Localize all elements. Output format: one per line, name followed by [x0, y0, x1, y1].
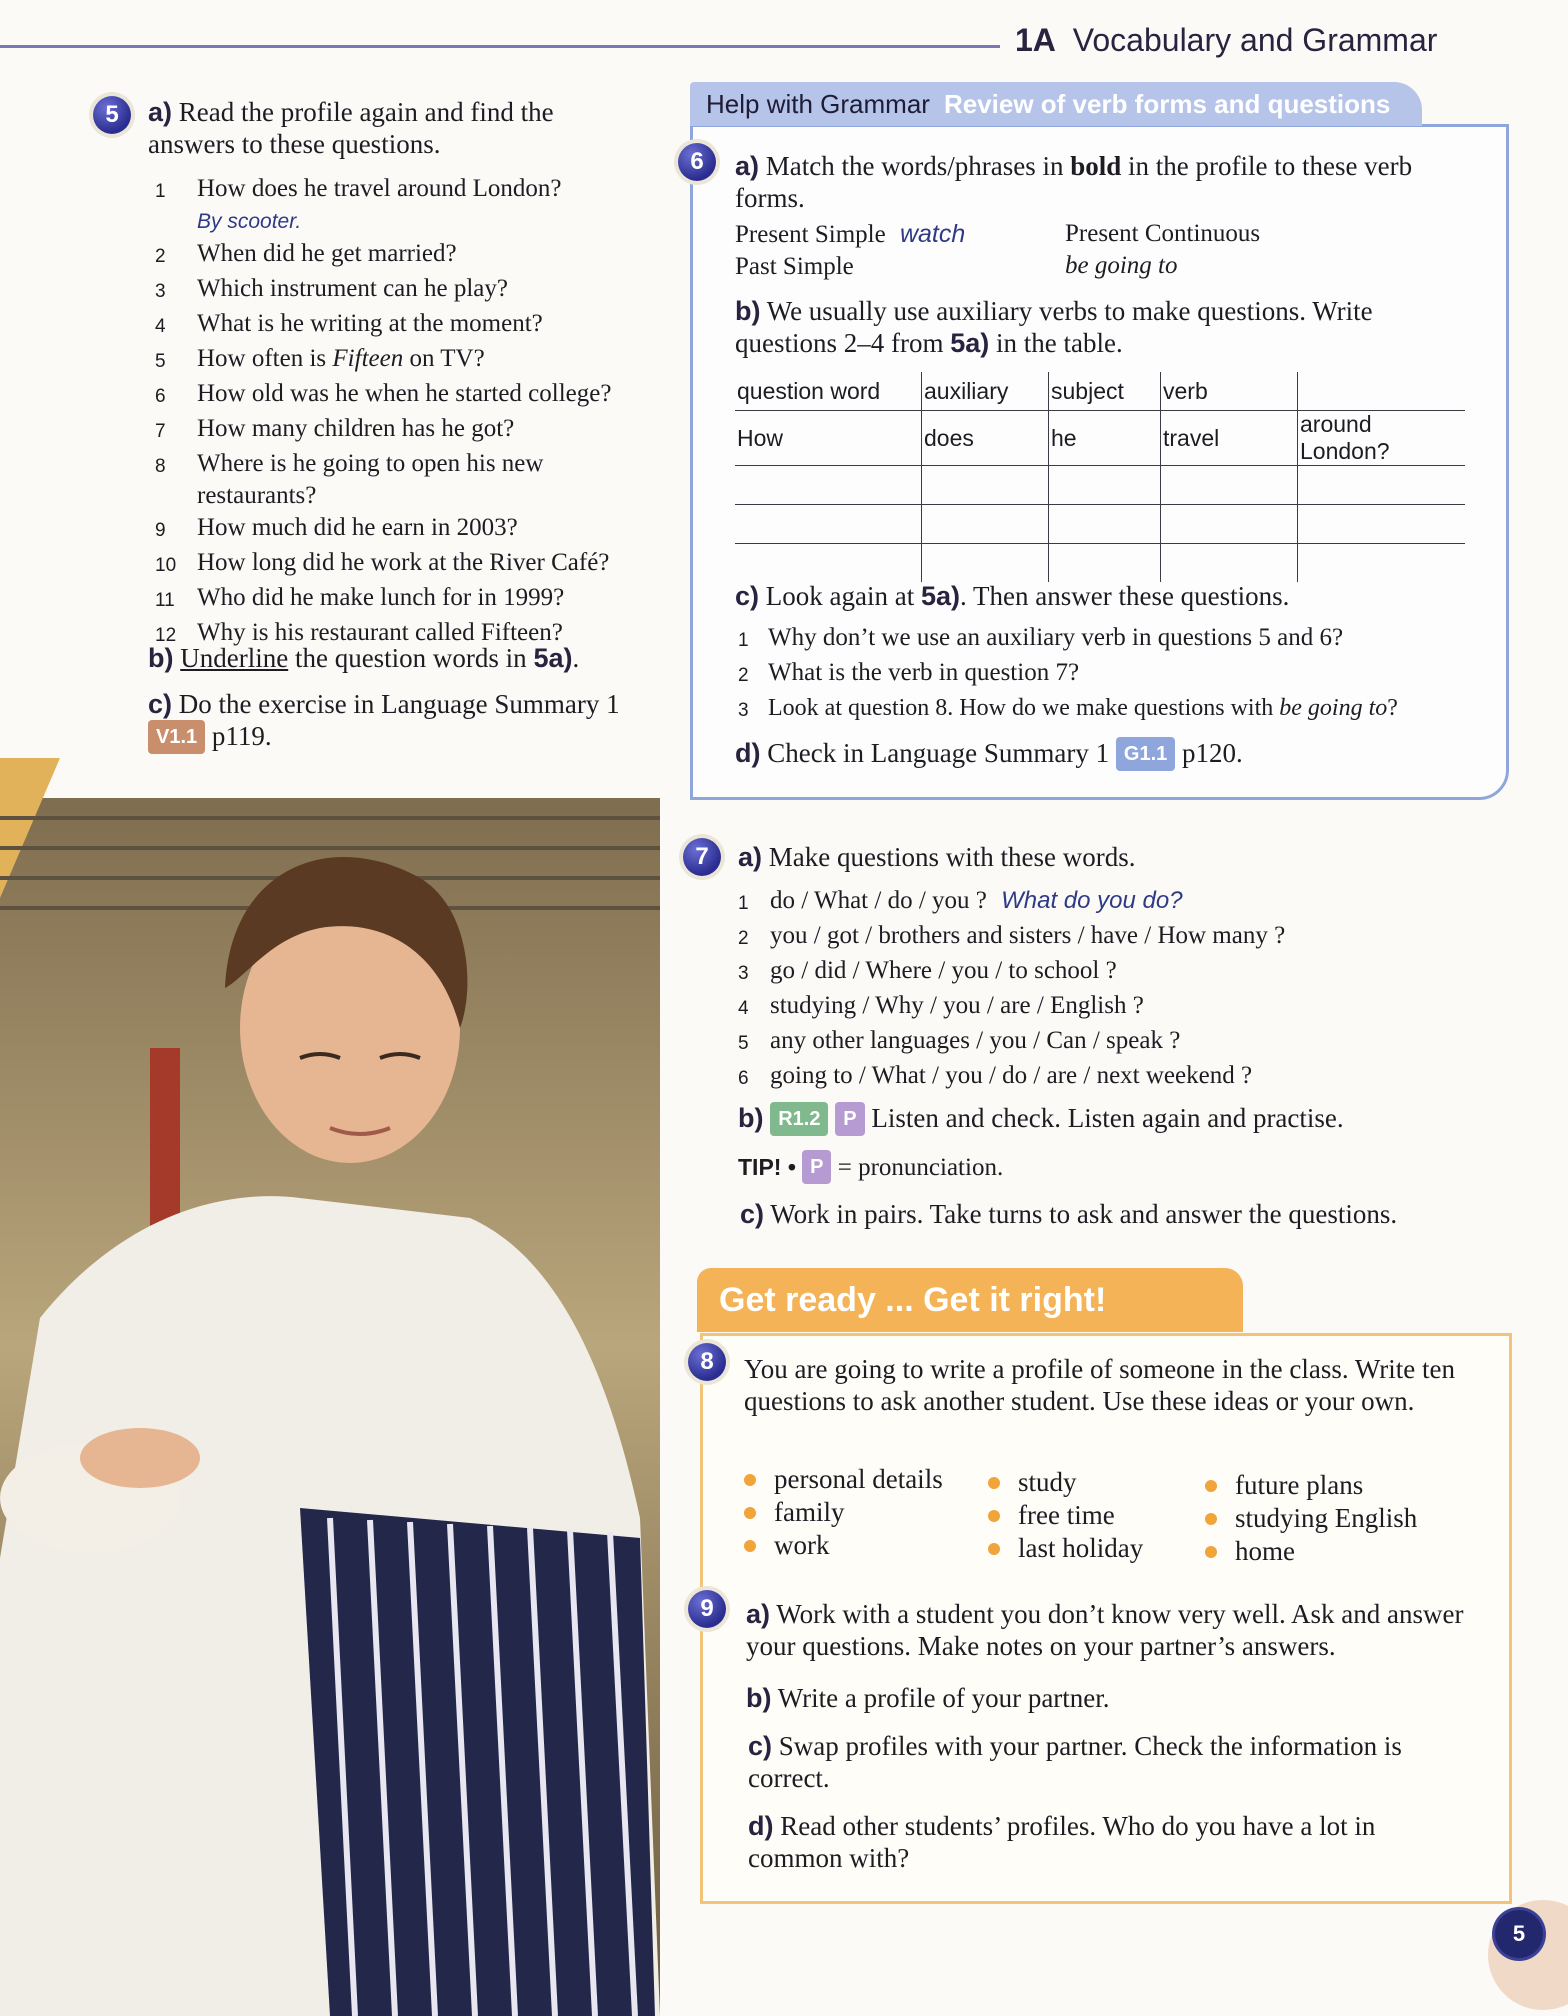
badge-v1-1[interactable]: V1.1: [148, 720, 205, 754]
list-item: 3 Which instrument can he play?: [155, 275, 508, 302]
exercise-6b: b) We usually use auxiliary verbs to make questions. Write questions 2–4 from 5a) in the table.: [735, 296, 1373, 358]
ideas-col-3: [1205, 1469, 1417, 1568]
exercise-9a: a) Work with a student you don’t know very well. Ask and answer your questions. Make notes on your partner’s answers.: [746, 1599, 1464, 1661]
get-ready-title: Get ready ... Get it right!: [697, 1268, 1243, 1332]
page-number: 5: [1495, 1910, 1543, 1958]
table-row: [735, 466, 1465, 505]
badge-g1-1[interactable]: G1.1: [1116, 737, 1175, 771]
exercise-9c: c) Swap profiles with your partner. Check the information is correct.: [748, 1731, 1402, 1793]
exercise-8: You are going to write a profile of someone in the class. Write ten questions to ask another student. Use these ideas or your own.: [744, 1354, 1456, 1416]
exercise-9-number: 9: [688, 1590, 726, 1628]
questions-5a: [155, 173, 675, 652]
exercise-7c: c) Work in pairs. Take turns to ask and answer the questions.: [740, 1199, 1398, 1229]
label-5a: a): [148, 97, 173, 127]
verb-forms: Present Simple watch Past Simple: [735, 220, 966, 280]
table-row: How does he travel around London?: [735, 411, 1465, 466]
list-item: 3 Look at question 8. How do we make questions with be going to?: [738, 695, 1398, 721]
exercise-7-number: 7: [683, 838, 721, 876]
exercise-5c: c) Do the exercise in Language Summary 1 V1.1 p119.: [148, 688, 668, 754]
list-item: 6 How old was he when he started college?: [155, 380, 612, 407]
exercise-6c: c) Look again at 5a). Then answer these questions.: [735, 581, 1290, 611]
list-item: studying English: [1205, 1502, 1417, 1535]
list-item: 11 Who did he make lunch for in 1999?: [155, 584, 565, 611]
list-item: 2 What is the verb in question 7?: [738, 659, 1080, 686]
list-item: future plans: [1205, 1469, 1417, 1502]
ideas-col-2: [988, 1466, 1143, 1565]
list-item: 12 Why is his restaurant called Fifteen?: [155, 619, 563, 646]
exercise-9d: d) Read other students’ profiles. Who do you have a lot in common with?: [748, 1811, 1376, 1873]
exercise-9b: b) Write a profile of your partner.: [746, 1683, 1110, 1713]
list-item: 9 How much did he earn in 2003?: [155, 514, 518, 541]
table-header: auxiliary: [922, 372, 1049, 411]
exercise-5-number: 5: [93, 96, 131, 134]
header-rule: [0, 45, 1000, 48]
table-row: [735, 544, 1465, 583]
exercise-6-number: 6: [678, 143, 716, 181]
list-item: 2 you / got / brothers and sisters / have / How many ?: [738, 922, 1286, 949]
exercise-7b: b) R1.2 P Listen and check. Listen again and practise.: [738, 1102, 1518, 1136]
verb-forms-col2: Present Continuous be going to: [1065, 220, 1261, 279]
table-row: [735, 505, 1465, 544]
list-item: 6 going to / What / you / do / are / next weekend ?: [738, 1062, 1253, 1089]
grammar-tab-subtitle: Review of verb forms and questions: [943, 88, 1391, 119]
table-header: subject: [1049, 372, 1161, 411]
answer-5a-1: By scooter.: [197, 210, 302, 233]
exercise-8-number: 8: [688, 1343, 726, 1381]
text-5a: Read the profile again and find the answers to these questions.: [148, 97, 554, 159]
pronunciation-badge-tip: P: [802, 1150, 831, 1184]
list-item: family: [744, 1496, 943, 1529]
list-item: work: [744, 1529, 943, 1562]
table-header: [1298, 372, 1466, 411]
questions-6c: [738, 622, 1478, 727]
list-item: home: [1205, 1535, 1417, 1568]
list-item: personal details: [744, 1463, 943, 1496]
items-7a: [738, 885, 1518, 1095]
page-title: Vocabulary and Grammar: [1072, 22, 1438, 58]
grammar-tab-title: Help with Grammar: [706, 88, 930, 119]
audio-badge-r1-2[interactable]: R1.2: [770, 1102, 828, 1136]
list-item: 10 How long did he work at the River Café?: [155, 549, 610, 576]
list-item: study: [988, 1466, 1143, 1499]
list-item: 1 Why don’t we use an auxiliary verb in questions 5 and 6?: [738, 624, 1344, 651]
tip: TIP! • P = pronunciation.: [738, 1150, 1518, 1184]
list-item: 4 What is he writing at the moment?: [155, 310, 543, 337]
grammar-tab: [690, 82, 1422, 126]
chef-photo: [0, 758, 660, 2016]
list-item: 1 How does he travel around London? By scooter.: [155, 175, 562, 233]
exercise-5a: [148, 96, 618, 160]
list-item: free time: [988, 1499, 1143, 1532]
list-item: 1 do / What / do / you ? What do you do?: [738, 887, 1183, 914]
list-item: 2 When did he get married?: [155, 240, 457, 267]
unit-label: 1A: [1015, 22, 1056, 58]
exercise-6d: d) Check in Language Summary 1 G1.1 p120.: [735, 737, 1475, 771]
list-item: 8 Where is he going to open his new restaurants?: [155, 450, 544, 509]
list-item: 3 go / did / Where / you / to school ?: [738, 957, 1117, 984]
exercise-5b: b) Underline the question words in 5a).: [148, 643, 580, 673]
list-item: 7 How many children has he got?: [155, 415, 515, 442]
header: [1015, 22, 1437, 59]
list-item: last holiday: [988, 1532, 1143, 1565]
answer-7a-1: What do you do?: [1001, 887, 1183, 914]
ideas-col-1: [744, 1463, 943, 1562]
table-header: question word: [735, 372, 922, 411]
exercise-7a: a) Make questions with these words.: [738, 842, 1136, 872]
list-item: 5 How often is Fifteen on TV?: [155, 345, 485, 372]
pronunciation-badge: P: [835, 1102, 864, 1136]
question-table: [735, 372, 1465, 582]
exercise-6a: a) Match the words/phrases in bold in the profile to these verb forms.: [735, 151, 1413, 213]
list-item: 4 studying / Why / you / are / English ?: [738, 992, 1144, 1019]
table-header: verb: [1161, 372, 1298, 411]
list-item: 5 any other languages / you / Can / speak ?: [738, 1027, 1181, 1054]
table-header-row: [735, 372, 1465, 411]
